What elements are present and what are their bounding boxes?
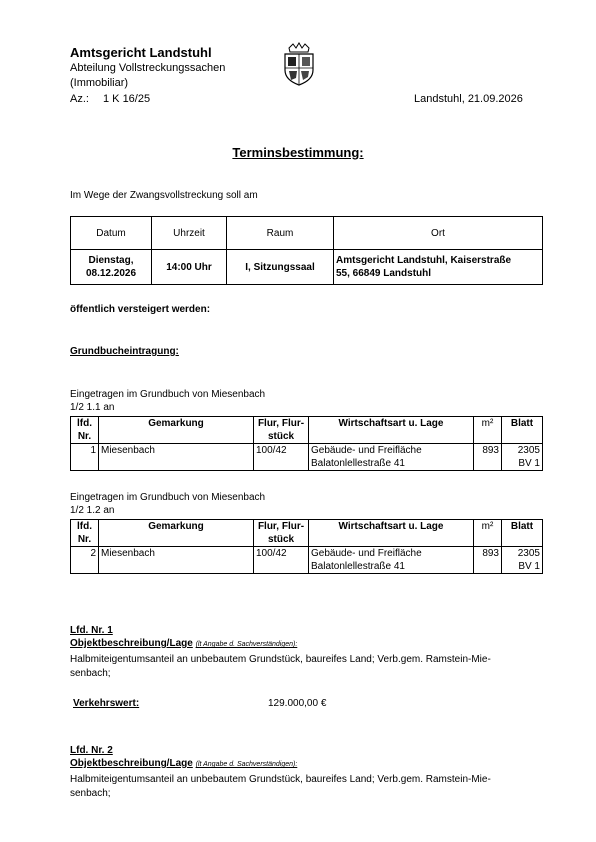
date-weekday: Dienstag,: [88, 255, 134, 266]
auction-text: öffentlich versteigert werden:: [70, 304, 211, 315]
col-lfd-1: lfd.: [77, 521, 92, 532]
col-lfd-2: Nr.: [77, 534, 92, 545]
row-wirtschaft-1: Gebäude- und Freifläche: [311, 445, 422, 456]
object-label: Objektbeschreibung/Lage: [70, 758, 193, 769]
row-blatt-2: BV 1: [518, 458, 540, 469]
appointment-room: I, Sitzungssaal: [227, 250, 334, 285]
col-flur-2: stück: [267, 431, 295, 442]
table-row: [71, 547, 543, 574]
col-lfd-2: Nr.: [77, 431, 92, 442]
header-date: Datum: [71, 217, 152, 250]
register-table: [70, 519, 543, 574]
appointment-place: [334, 250, 543, 285]
court-name: Amtsgericht Landstuhl: [70, 45, 212, 60]
place-date: Landstuhl, 21.09.2026: [414, 93, 523, 105]
row-wirtschaft-1: Gebäude- und Freifläche: [311, 548, 422, 559]
object-description-line-2: senbach;: [70, 668, 111, 679]
register-share: 1/2 1.1 an: [70, 402, 115, 413]
row-gemarkung: Miesenbach: [99, 444, 254, 471]
col-lfd: [71, 417, 99, 444]
col-flur-1: Flur, Flur-: [257, 521, 305, 532]
row-wirtschaft: [309, 547, 474, 574]
land-register-heading: Grundbucheintragung:: [70, 346, 179, 357]
col-blatt: Blatt: [502, 417, 543, 444]
register-intro: Eingetragen im Grundbuch von Miesenbach: [70, 492, 266, 503]
row-m2: 893: [474, 444, 502, 471]
object-description-line-1: Halbmiteigentumsanteil an unbebautem Grundstück, baureifes Land; Verb.gem. Ramstein-Mie-: [70, 774, 491, 785]
row-wirtschaft-2: Balatonlellestraße 41: [311, 458, 405, 469]
object-note: (lt Angabe d. Sachverständigen):: [195, 761, 298, 768]
col-lfd: [71, 520, 99, 547]
row-blatt: [502, 547, 543, 574]
appointment-date: [71, 250, 152, 285]
date-value: 08.12.2026: [85, 268, 137, 279]
department: Abteilung Vollstreckungssachen: [70, 62, 226, 74]
subdepartment: (Immobiliar): [70, 77, 129, 89]
row-flur: 100/42: [254, 444, 309, 471]
row-gemarkung: Miesenbach: [99, 547, 254, 574]
row-wirtschaft-2: Balatonlellestraße 41: [311, 561, 405, 572]
item-heading: Lfd. Nr. 1: [70, 625, 113, 636]
row-nr: 1: [71, 444, 99, 471]
col-blatt: Blatt: [502, 520, 543, 547]
col-flur: [254, 520, 309, 547]
col-m2: m²: [474, 417, 502, 444]
register-intro: Eingetragen im Grundbuch von Miesenbach: [70, 389, 266, 400]
object-description-label: [70, 758, 297, 769]
object-description-label: [70, 638, 297, 649]
market-value: 129.000,00 €: [268, 698, 327, 709]
place-line-2: 55, 66849 Landstuhl: [336, 268, 432, 279]
object-label: Objektbeschreibung/Lage: [70, 638, 193, 649]
col-m2: m²: [474, 520, 502, 547]
row-flur: 100/42: [254, 547, 309, 574]
az-value: 1 K 16/25: [103, 93, 151, 105]
header-time: Uhrzeit: [152, 217, 227, 250]
row-wirtschaft: [309, 444, 474, 471]
az-label: Az.:: [70, 93, 89, 105]
register-share: 1/2 1.2 an: [70, 505, 115, 516]
register-table: [70, 416, 543, 471]
header-place: Ort: [334, 217, 543, 250]
object-description-line-1: Halbmiteigentumsanteil an unbebautem Grundstück, baureifes Land; Verb.gem. Ramstein-Mie-: [70, 654, 491, 665]
table-row: [71, 444, 543, 471]
object-description-line-2: senbach;: [70, 788, 111, 799]
appointment-table: [70, 216, 543, 285]
row-blatt: [502, 444, 543, 471]
place-line-1: Amtsgericht Landstuhl, Kaiserstraße: [336, 255, 512, 266]
col-gemarkung: Gemarkung: [99, 417, 254, 444]
row-blatt-1: 2305: [517, 445, 540, 456]
col-flur-1: Flur, Flur-: [257, 418, 305, 429]
header-room: Raum: [227, 217, 334, 250]
col-flur-2: stück: [267, 534, 295, 545]
page-title: Terminsbestimmung:: [232, 145, 364, 160]
object-note: (lt Angabe d. Sachverständigen):: [195, 641, 298, 648]
row-blatt-2: BV 1: [518, 561, 540, 572]
appointment-time: 14:00 Uhr: [152, 250, 227, 285]
col-wirtschaft: Wirtschaftsart u. Lage: [309, 417, 474, 444]
col-flur: [254, 417, 309, 444]
col-gemarkung: Gemarkung: [99, 520, 254, 547]
intro-text: Im Wege der Zwangsvollstreckung soll am: [70, 190, 258, 201]
col-lfd-1: lfd.: [77, 418, 92, 429]
coat-of-arms-icon: [281, 42, 317, 86]
row-nr: 2: [71, 547, 99, 574]
market-value-label: Verkehrswert:: [73, 698, 140, 709]
col-wirtschaft: Wirtschaftsart u. Lage: [309, 520, 474, 547]
row-blatt-1: 2305: [517, 548, 540, 559]
item-heading: Lfd. Nr. 2: [70, 745, 113, 756]
row-m2: 893: [474, 547, 502, 574]
